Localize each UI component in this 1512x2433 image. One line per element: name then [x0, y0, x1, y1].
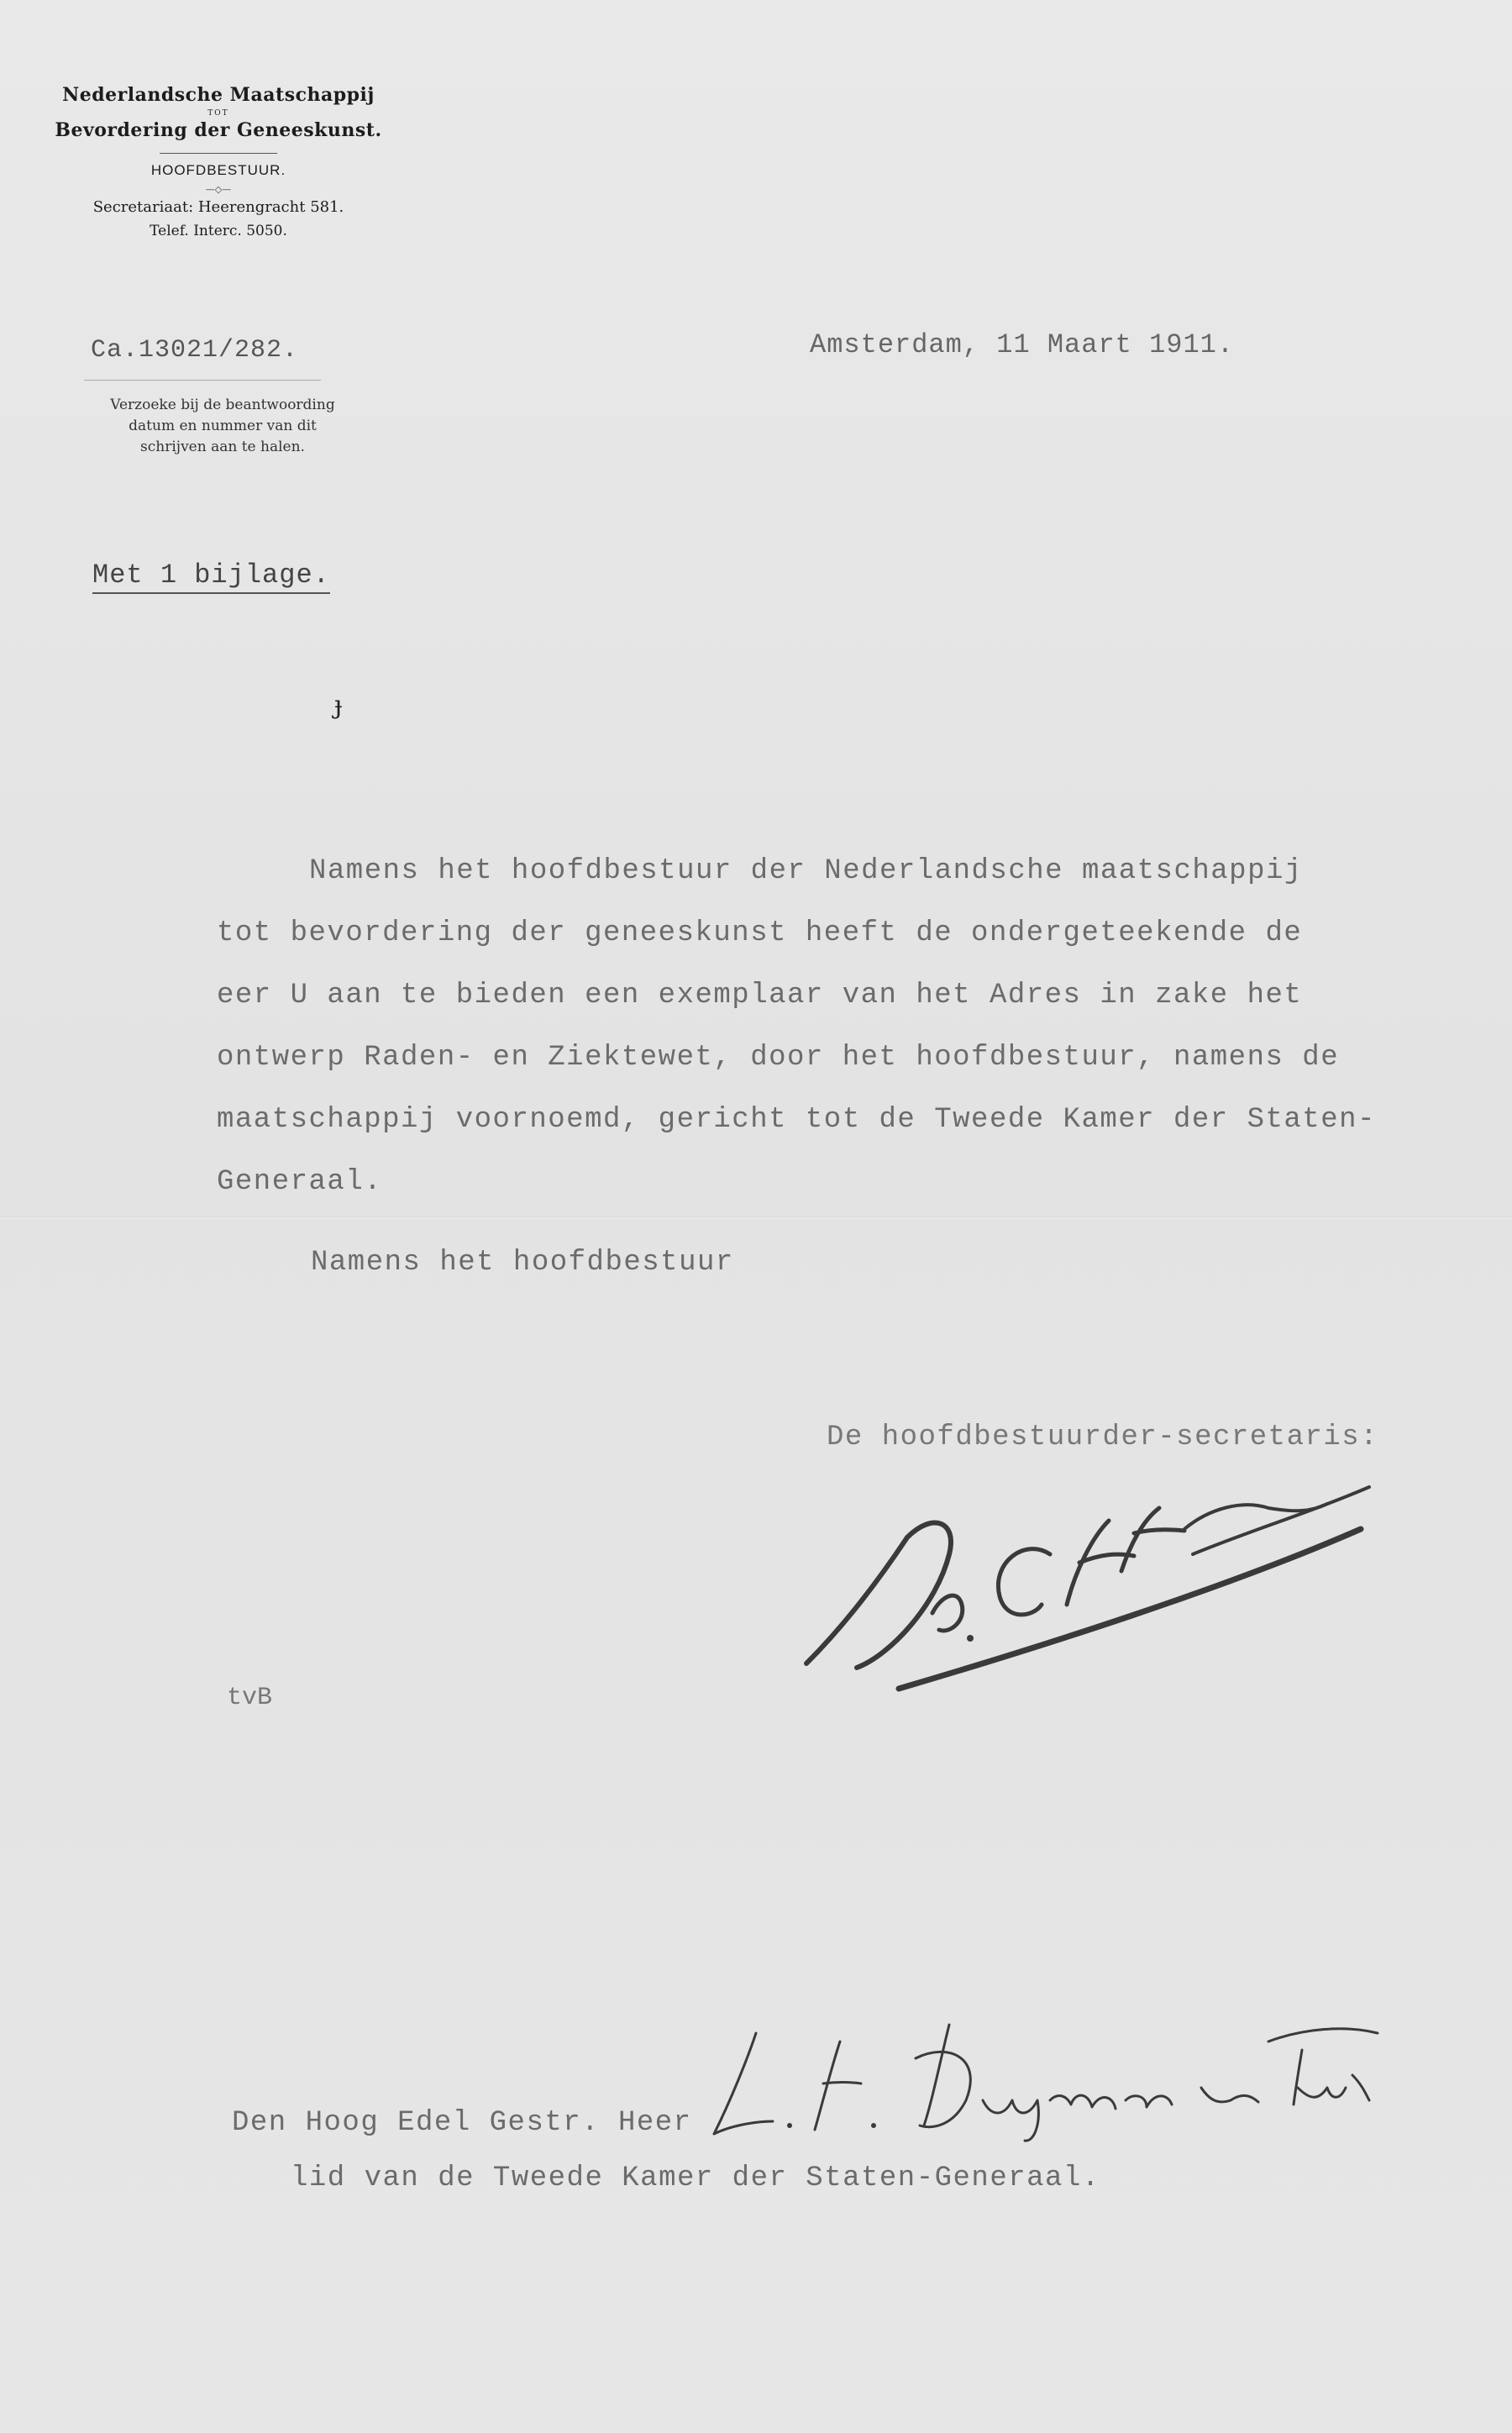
letterhead-divider [160, 153, 277, 154]
closing-line: Namens het hoofdbestuur [311, 1247, 734, 1279]
reference-note [84, 395, 361, 458]
letterhead-tot: TOT [207, 109, 229, 118]
paper-fold [0, 1216, 1512, 1219]
typist-initials: tvB [227, 1684, 273, 1712]
enclosure-note: Met 1 bijlage. [92, 560, 330, 594]
letterhead-ornament: —◇— [205, 184, 232, 195]
letterhead-board: HOOFDBESTUUR. [150, 162, 286, 178]
letterhead-org-line1: Nederlandsche Maatschappij [62, 84, 375, 106]
signatory-title: De hoofdbestuurder-secretaris: [827, 1421, 1379, 1453]
reference-note-line: Verzoeke bij de beantwoording [110, 397, 335, 413]
check-mark: ɟ [334, 691, 343, 720]
body-line: maatschappij voornoemd, gericht tot de Tweede Kamer der Staten- [217, 1104, 1376, 1136]
addressee-line2: lid van de Tweede Kamer der Staten-Generaal. [291, 2162, 1100, 2194]
reference-number: Ca.13021/282. [91, 336, 299, 365]
signature [790, 1462, 1394, 1714]
body-line: eer U aan te bieden een exemplaar van het Adres in zake het [217, 980, 1303, 1012]
addressee-line1: Den Hoog Edel Gestr. Heer [232, 2107, 692, 2139]
letterhead-org-line2: Bevordering der Geneeskunst. [55, 119, 382, 141]
letter-date: Amsterdam, 11 Maart 1911. [810, 329, 1235, 360]
reference-note-line: datum en nummer van dit [129, 418, 317, 434]
body-line: Namens het hoofdbestuur der Nederlandsche maatschappij [309, 855, 1303, 887]
letterhead-secretariat: Secretariaat: Heerengracht 581. [92, 198, 344, 216]
signature-text: Dr. C.F. Schreve [790, 1462, 795, 1463]
body-line: tot bevordering der geneeskunst heeft de ondergeteekende de [217, 917, 1303, 949]
handwritten-addressee-name [697, 2008, 1386, 2142]
letterhead-telephone: Telef. Interc. 5050. [150, 223, 287, 239]
reference-note-line: schrijven aan te halen. [140, 439, 305, 455]
letterhead [50, 84, 386, 239]
handwritten-name-text: L.F. Duymaer van Twist [697, 2008, 706, 2009]
body-line: ontwerp Raden- en Ziektewet, door het hoofdbestuur, namens de [217, 1042, 1340, 1074]
body-line: Generaal. [217, 1166, 383, 1198]
reference-divider [84, 380, 321, 381]
